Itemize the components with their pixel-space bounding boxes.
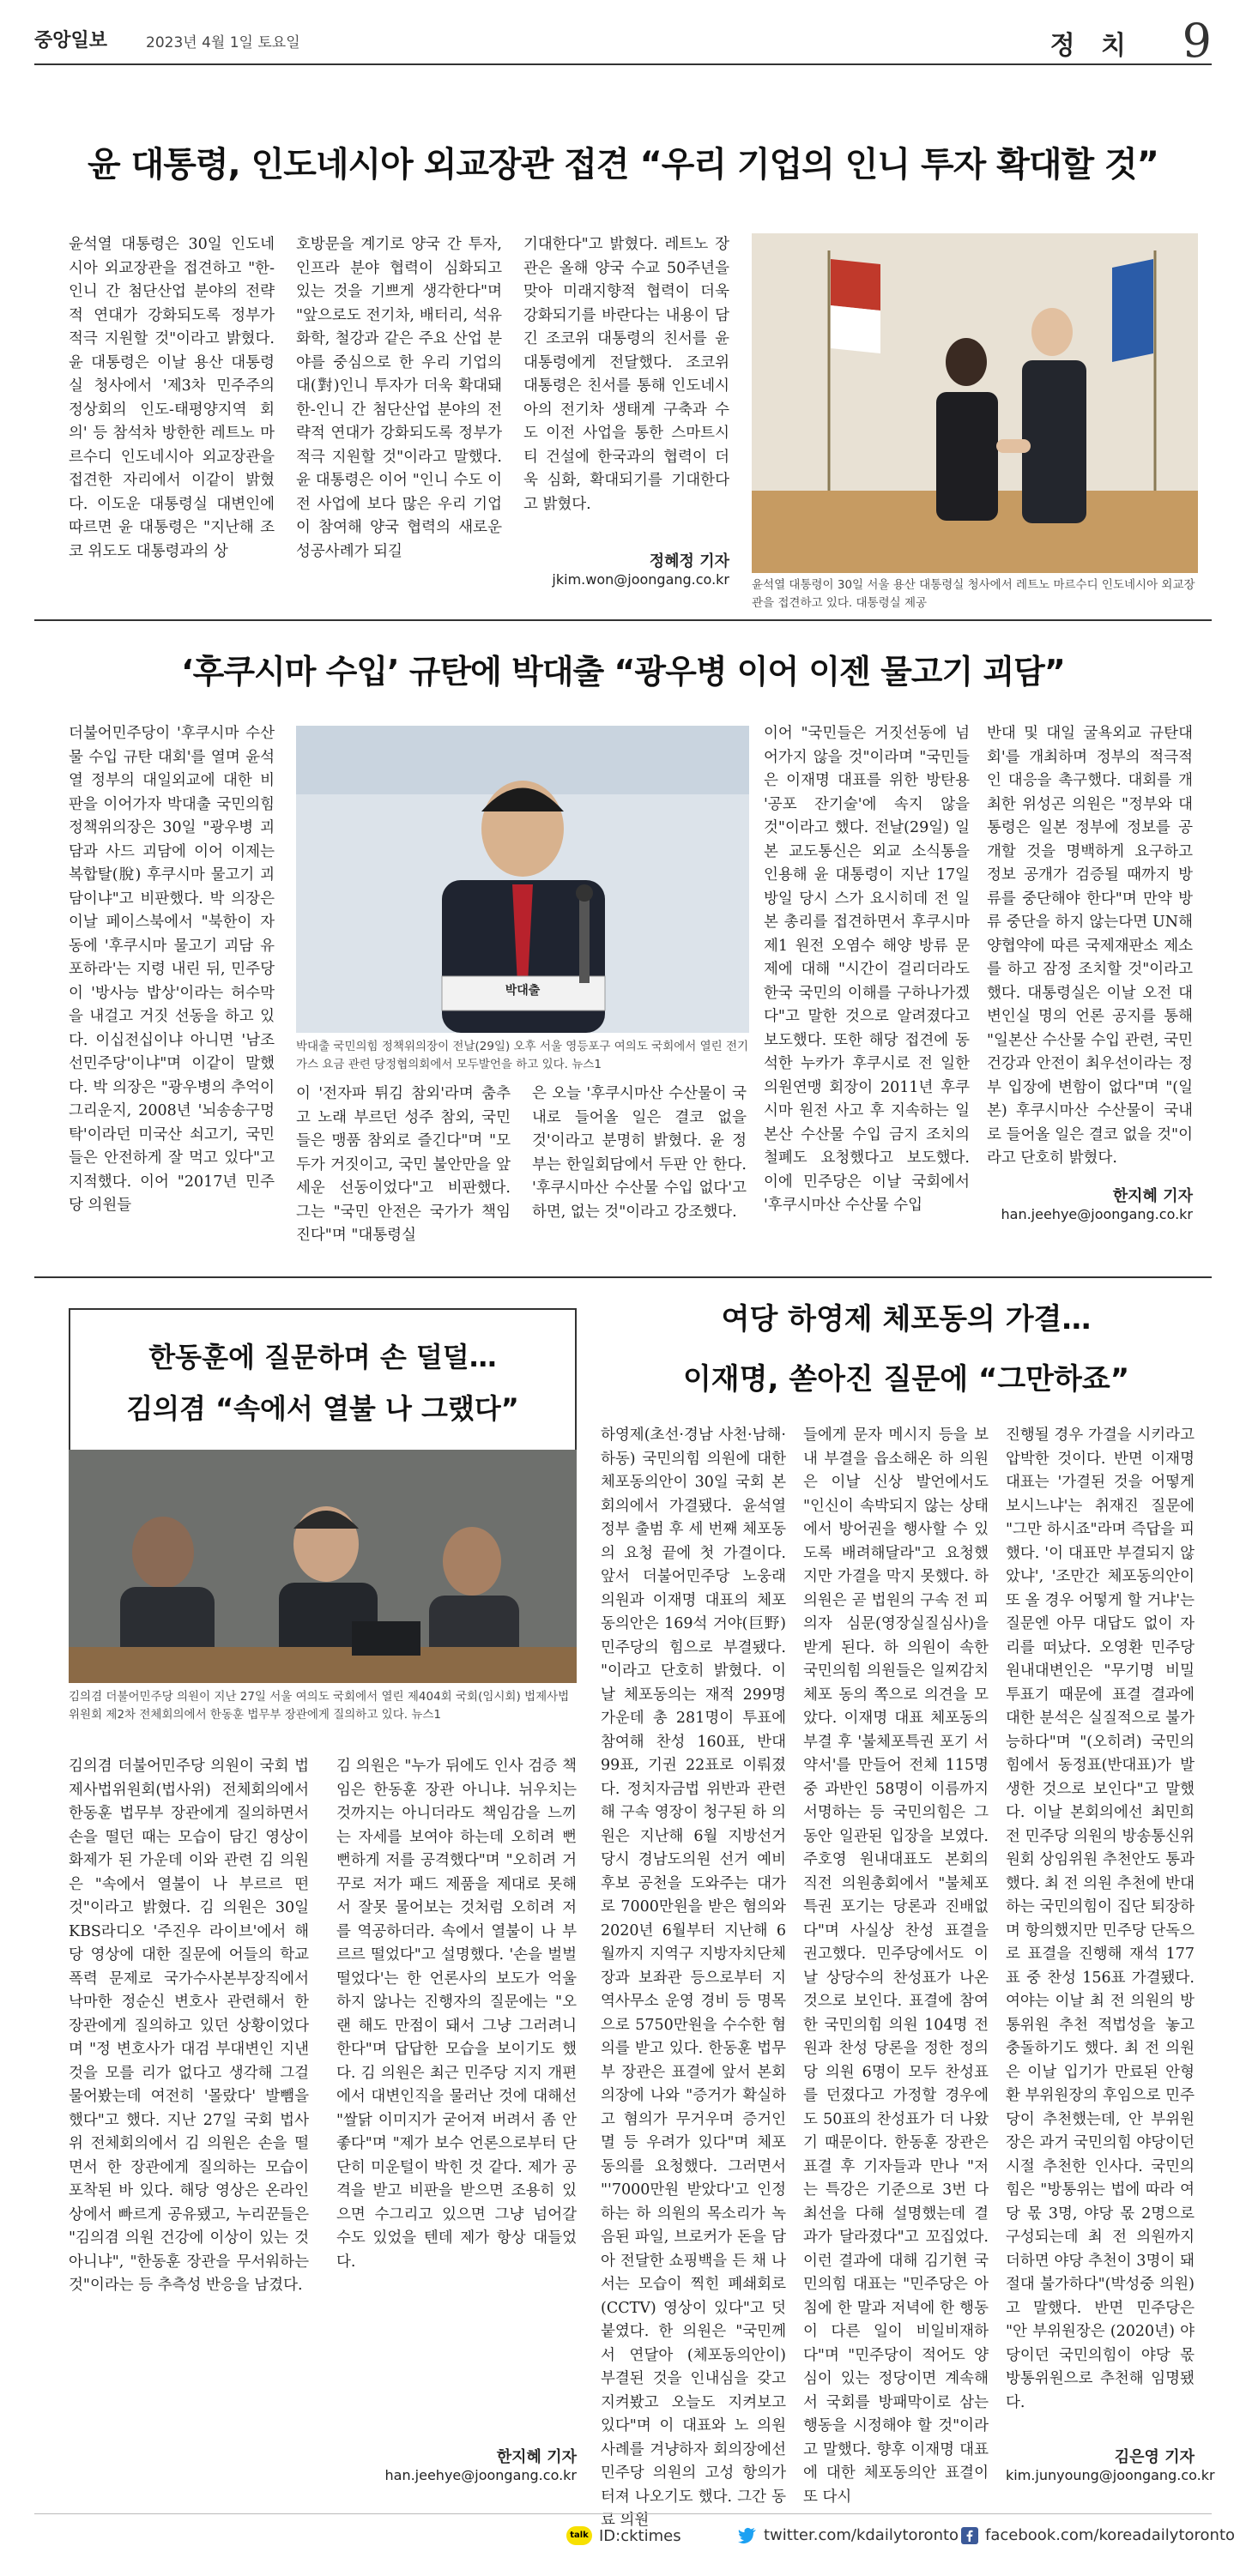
- article1-headline: 윤 대통령, 인도네시아 외교장관 접견 “우리 기업의 인니 투자 확대할 것”: [88, 145, 1158, 184]
- facebook-url: facebook.com/koreadailytoronto: [985, 2526, 1236, 2544]
- facebook-icon: [961, 2527, 978, 2544]
- article4-col3: 진행될 경우 가결을 시키라고 압박한 것이다. 반면 이재명 대표는 '가결된 것을 어떻게 보시느냐'는 취재진 질문에 "그만 하시죠"라며 즉답을 피했다. '이 대표만 부결되지 않았냐', '조만간 체포동의안이 또 올 경우 어떻게 할 거냐'는 질문엔 아무 대답도 없이 자리를 떠났다. 오영환 민주당 원내대변인은 "무기명 비밀 투표기 때문에 표결 결과에 대한 분석은 실질적으로 불가능하다"며 "(오히려) 국민의힘에서 동정표(반대표)가 발생한 것으로 보인다"고 말했다. 이날 본회의에선 최민희 전 민주당 의원의 방송통신위원회 상임위원 추천안도 통과했다. 최 전 의원 추천에 반대하는 국민의힘이 집단 퇴장하며 항의했지만 민주당 단독으로 표결을 진행해 재석 177표 중 찬성 156표 가결됐다. 여야는 이날 최 전 의원의 방통위원 추천 적법성을 놓고 충돌하기도 했다. 최 전 의원은 이날 입기가 만료된 안형환 부위원장의 후임으로 민주당이 추천했는데, 안 부위원장은 과거 국민의힘 야당이던 시절 추천한 인사다. 국민의힘은 "방통위는 법에 따라 여당 몫 3명, 야당 몫 2명으로 구성되는데 최 전 의원까지 더하면 야당 추천이 3명이 돼 절대 불가하다"(박성중 의원)고 말했다. 반면 민주당은 "안 부위원장은 (2020년) 야당이던 국민의힘이 야당 몫 방통위원으로 추천해 임명됐다.: [1006, 1427, 1195, 2411]
- article3-col2: 김 의원은 "누가 뒤에도 인사 검증 책임은 한동훈 장관 아니냐. 뉘우치는 것까지는 아니더라도 책임감을 느끼는 자세를 보여야 하는데 오히려 뻔뻔하게 저를 공격했다"며 "오히려 거꾸로 저가 패드 제품을 제대로 못해서 잘못 물어보는 것처럼 오히려 저를 역공하더라. 속에서 열불이 나 부르르 떨었다"고 설명했다. '손을 벌벌 떨었다'는 한 언론사의 보도가 억울하지 않나는 진행자의 질문에는 "오랜 해도 만점이 돼서 그냥 그러려니 한다"며 답답한 모습을 보이기도 했다. 김 의원은 최근 민주당 지지 개편에서 대변인직을 물러난 것에 대해선 "쌀닭 이미지가 굳어져 버려서 좀 안 좋다"며 "제가 보수 언론으로부터 단단히 미운털이 박힌 것 같다. 제가 공격을 받고 비판을 받으면 조용히 있으면 수그리고 있으면 그냥 넘어갈 수도 있었을 텐데 제가 항상 대들었다.: [336, 1758, 577, 2271]
- article1-col2: 호방문을 계기로 양국 간 투자, 인프라 분야 협력이 심화되고 있는 것을 기쁘게 생각한다"며 "앞으로도 전기차, 배터리, 석유화학, 철강과 같은 주요 산업 분야를 중심으로 한 우리 기업의 대(對)인니 투자가 더욱 확대돼 한-인니 간 첨단산업 분야의 전략적 연대가 강화되도록 정부가 적극 지원할 것"이라고 말했다. 윤 대통령은 이어 "인니 수도 이전 사업에 보다 많은 우리 기업이 참여해 양국 협력의 새로운 성공사례가 되길: [296, 236, 502, 560]
- article1-caption: 윤석열 대통령이 30일 서울 용산 대통령실 청사에서 레트노 마르수디 인도네시아 외교장관을 접견하고 있다. 대통령실 제공: [752, 578, 1195, 610]
- article4-col2: 들에게 문자 메시지 등을 보내 부결을 읍소해온 하 의원은 이날 신상 발언에서도 "인신이 속박되지 않는 상태에서 방어권을 행사할 수 있도록 배려해달라"고 요청했지만 가결을 막지 못했다. 하 의원은 곧 법원의 구속 전 피의자 심문(영장실질심사)을 받게 된다. 하 의원이 속한 국민의힘 의원들은 일찌감치 체포 동의 쪽으로 의견을 모았다. 이재명 대표 체포동의 부결 후 '불체포특권 포기 서약서'를 만들어 전체 115명 중 과반인 58명이 이름까지 서명하는 등 국민의힘은 그동안 일관된 입장을 보였다. 주호영 원내대표도 본회의 직전 의원총회에서 "불체포 특권 포기는 당론과 진배없다"며 사실상 찬성 표결을 권고했다. 민주당에서도 이날 상당수의 찬성표가 나온 것으로 보인다. 표결에 참여한 국민의힘 의원 104명 전원과 찬성 당론을 정한 정의당 의원 6명이 모두 찬성표를 던졌다고 가정할 경우에도 50표의 찬성표가 더 나왔기 때문이다. 한동훈 장관은 표결 후 기자들과 만나 "저는 특강은 기준으로 3번 다 최선을 다해 설명했는데 결과가 달라졌다"고 꼬집었다. 이런 결과에 대해 김기현 국민의힘 대표는 "민주당은 아침에 한 말과 저녁에 한 행동이 다른 일이 비일비재하다"며 "민주당이 적어도 양심이 있는 정당이면 계속해서 국회를 방패막이로 삼는 행동을 시정해야 할 것"이라고 말했다. 향후 이재명 대표에 대한 체포동의안 표결이 또 다시: [803, 1427, 989, 2506]
- article3-headline-line2: 김의겸 “속에서 열불 나 그랬다”: [126, 1392, 519, 1425]
- article3-col1: 김의겸 더불어민주당 의원이 국회 법제사법위원회(법사위) 전체회의에서 한동훈 법무부 장관에게 질의하면서 손을 떨던 때는 모습이 담긴 영상이 화제가 된 가운데 이와 관련 김 의원은 "속에서 열불이 나 부르르 떤 것"이라고 밝혔다. 김 의원은 30일 KBS라디오 '주진우 라이브'에서 해당 영상에 대한 질문에 어들의 학교폭력 문제로 국가수사본부장직에서 낙마한 정순신 변호사 관련해서 한 장관에게 질의하고 있던 상황이었다며 "정 변호사가 대검 부대변인 지낸 것을 모를 리가 없다고 생각해 그걸 물어봤는데 여전히 '몰랐다' 발뺌을 했다"고 했다. 지난 27일 국회 법사위 전체회의에서 김 의원은 손을 떨면서 한 장관에게 질의하는 모습이 포착된 바 있다. 해당 영상은 온라인상에서 빠르게 공유됐고, 누리꾼들은 "김의겸 의원 건강에 이상이 있는 것 아니냐", "한동훈 장관을 무서워하는 것"이라는 등 추측성 반응을 남겼다.: [69, 1758, 309, 2294]
- meeting-photo-illustration: [752, 233, 1198, 573]
- article2-col5: 반대 및 대일 굴욕외교 규탄대회'를 개최하며 정부의 적극적인 대응을 촉구했다. 대회를 개최한 위성곤 의원은 "정부와 대통령은 일본 정부에 정보를 공개할 것을 명백하게 요구하고 정보 공개가 검증될 때까지 방류를 중단해야 한다"며 만약 방류 중단을 하지 않는다면 UN해양협약에 따른 국제재판소 제소를 하고 잠정 조치할 것"이라고 했다. 대통령실은 이날 오전 대변인실 명의 언론 공지를 통해 "일본산 수산물 수입 관련, 국민 건강과 안전이 최우선이라는 정부 입장에 변함이 없다"며 "(일본) 후쿠시마산 수산물이 국내로 들어올 일은 결코 없을 것"이라고 단호히 밝혔다.: [987, 725, 1193, 1167]
- kakao-icon: talk: [566, 2526, 592, 2545]
- article3-email: han.jeehye@joongang.co.kr: [384, 2467, 577, 2483]
- article4-col1: 하영제(초선·경남 사천·남해·하동) 국민의힘 의원에 대한 체포동의안이 30일 국회 본회의에서 가결됐다. 윤석열 정부 출범 후 세 번째 체포동의 요청 끝에 첫 가결이다. 앞서 더불어민주당 노웅래 의원과 이재명 대표의 체포동의안은 169석 거야(巨野) 민주당의 힘으로 부결됐다. "이라고 단호히 밝혔다. 이날 체포동의는 재적 299명 가운데 총 281명이 투표에 참여해 찬성 160표, 반대 99표, 기권 22표로 이뤄졌다. 정치자금법 위반과 관련해 구속 영장이 청구된 하 의원은 지난해 6월 지방선거 당시 경남도의원 선거 예비후보 공천을 도와주는 대가로 7000만원을 받은 혐의와 2020년 6월부터 지난해 6월까지 지역구 지방자치단체장과 보좌관 등으로부터 지역사무소 운영 경비 등 명목으로 5750만원을 수수한 혐의를 받고 있다. 한동훈 법무부 장관은 표결에 앞서 본회의장에 나와 "증거가 확실하고 혐의가 무거우며 증거인멸 등 우려가 있다"며 체포동의를 요청했다. 그러면서 "'7000만원 받았다'고 인정하는 하 의원의 목소리가 녹음된 파일, 브로커가 돈을 담아 전달한 쇼핑백을 든 채 나서는 모습이 찍힌 폐쇄회로(CCTV) 영상이 있다"고 덧붙였다. 한 의원은 "국민께서 연달아 (체포동의안이) 부결된 것을 인내심을 갖고 지켜봤고 오늘도 지켜보고 있다"며 이 대표와 노 의원 사례를 겨냥하자 회의장에선 민주당 의원의 고성 항의가 터져 나오기도 했다. 그간 동료 의원: [601, 1427, 786, 2529]
- section-divider: [34, 619, 1212, 621]
- issue-date: 2023년 4월 1일 토요일: [146, 34, 300, 51]
- article1-photo: [752, 233, 1198, 573]
- article2-photo: [296, 726, 749, 1033]
- article4-headline-line2: 이재명, 쏟아진 질문에 “그만하죠”: [682, 1362, 1130, 1397]
- speaker-nameplate: 박대출: [505, 984, 541, 998]
- article1-reporter: 정혜정 기자: [649, 552, 729, 570]
- hearing-photo-illustration: [69, 1450, 577, 1683]
- article4-headline-line1: 여당 하영제 체포동의 가결…: [721, 1302, 1092, 1336]
- article4-byline: [1006, 2445, 1215, 2483]
- article2-headline: ‘후쿠시마 수입’ 규탄에 박대출 “광우병 이어 이젠 물고기 괴담”: [181, 653, 1065, 691]
- article1-col3: 기대한다"고 밝혔다. 레트노 장관은 올해 양국 수교 50주년을 맞아 미래지향적 협력이 더욱 강화되기를 바란다는 내용이 담긴 조코위 대통령의 친서를 윤 대통령에게 전달했다. 조코위 대통령은 친서를 통해 인도네시아의 전기차 생태계 구축과 수도 이전 사업을 통한 스마트시티 건설에 한국과의 협력이 더욱 심화, 확대되기를 기대한다고 밝혔다.: [523, 236, 729, 513]
- twitter-url: twitter.com/kdailytoronto: [764, 2526, 959, 2544]
- article2-caption: 박대출 국민의힘 정책위의장이 전날(29일) 오후 서울 영등포구 여의도 국회에서 열린 전기가스 요금 관련 당정협의회에서 모두발언을 하고 있다. 뉴스1: [296, 1040, 749, 1071]
- article1-email: jkim.won@joongang.co.kr: [552, 571, 729, 588]
- article2-col1: 더불어민주당이 '후쿠시마 수산물 수입 규탄 대회'를 열며 윤석열 정부의 대일외교에 대한 비판을 이어가자 박대출 국민의힘 정책위의장은 30일 "광우병 괴담과 사드 괴담에 이어 이제는 복합탈(脫) 후쿠시마 물고기 괴담이냐"고 비판했다. 박 의장은 이날 페이스북에서 "북한이 자동에 '후쿠시마 물고기 괴담 유포하라'는 지령 내린 뒤, 민주당이 '방사능 밥상'이라는 허수막을 내걸고 거짓 선동을 하고 있다. 이십전십이냐 아니면 '남조선민주당'이냐"며 이같이 말했다. 박 의장은 "광우병의 추억이 그리운지, 2008년 '뇌송송구멍탁'이라던 미국산 쇠고기, 국민들은 안전하게 잘 먹고 있다"고 지적했다. 이어 "2017년 민주당 의원들: [69, 725, 275, 1214]
- article3-caption: 김의겸 더불어민주당 의원이 지난 27일 서울 여의도 국회에서 열린 제404회 국회(임시회) 법제사법위원회 제2차 전체회의에서 한동훈 법무부 장관에게 질의하고 있다. 뉴스1: [69, 1690, 570, 1722]
- section-title: 정 치: [1049, 31, 1134, 61]
- twitter-icon: [738, 2527, 757, 2544]
- article4-reporter: 김은영 기자: [1114, 2448, 1195, 2466]
- article3-photo: [69, 1450, 577, 1683]
- article3-byline: [336, 2445, 577, 2483]
- facebook-link[interactable]: [961, 2526, 1235, 2544]
- article3-headline-box: [69, 1308, 577, 1450]
- article1-col1: 윤석열 대통령은 30일 인도네시아 외교장관을 접견하고 "한-인니 간 첨단산업 분야의 전략적 연대가 강화되도록 정부가 적극 지원할 것"이라고 밝혔다. 윤 대통령은 이날 용산 대통령실 청사에서 '제3차 민주주의 정상회의 인도-태평양지역 회의' 등 참석차 방한한 레트노 마르수디 인도네시아 외교장관을 접견한 자리에서 이같이 밝혔다. 이도운 대통령실 대변인에 따르면 윤 대통령은 "지난해 조코 위도도 대통령과의 상: [69, 236, 275, 560]
- article3-headline-line1: 한동훈에 질문하며 손 덜덜…: [148, 1341, 497, 1373]
- article4-email: kim.junyoung@joongang.co.kr: [1006, 2467, 1215, 2483]
- kakao-link[interactable]: [566, 2526, 681, 2545]
- article2-email: han.jeehye@joongang.co.kr: [1001, 1206, 1193, 1222]
- article2-col3: 은 오늘 '후쿠시마산 수산물이 국내로 들어올 일은 결코 없을 것'이라고 분명히 밝혔다. 윤 정부는 한일회담에서 두판 안 한다. '후쿠시마산 수산물 수입 없다'고 하면, 없는 것"이라고 강조했다.: [532, 1085, 747, 1221]
- page-number: 9: [1182, 14, 1212, 68]
- article3-reporter: 한지혜 기자: [496, 2448, 577, 2466]
- page-header: [34, 14, 1212, 68]
- article2-byline: [987, 1184, 1193, 1222]
- newspaper-logo: 중앙일보: [34, 30, 108, 51]
- article2-col4: 이어 "국민들은 거짓선동에 넘어가지 않을 것"이라며 "국민들은 이재명 대표를 위한 방탄용 '공포 잔기술'에 속지 않을 것"이라고 했다. 전날(29일) 일본 교도통신은 외교 소식통을 인용해 윤 대통령이 지난 17일 방일 당시 스가 요시히데 전 일본 총리를 접견하면서 후쿠시마 제1 원전 오염수 해양 방류 문제에 대해 "시간이 걸리더라도 한국 국민의 이해를 구하나가겠다"고 말한 것으로 알려졌다고 보도했다. 또한 해당 접견에 동석한 누카가 후쿠시로 전 일한의원연맹 회장이 2011년 후쿠시마 원전 사고 후 지속하는 일본산 수산물 수입 금지 조치의 철폐도 요청했다고 보도했다. 이에 민주당은 이날 국회에서 '후쿠시마산 수산물 수입: [764, 725, 970, 1214]
- article2-col2: 이 '전자파 튀김 참외'라며 춤추고 노래 부르던 성주 참외, 국민들은 맹품 참외로 즐긴다"며 "모두가 거짓이고, 국민 불안만을 앞세운 선동이었다"고 비판했다. 그는 "국민 안전은 국가가 책임진다"며 "대통령실: [296, 1085, 511, 1244]
- article1-byline: [523, 549, 729, 588]
- twitter-link[interactable]: [738, 2526, 959, 2544]
- section-divider-2: [34, 1276, 1212, 1278]
- article2-reporter: 한지혜 기자: [1112, 1187, 1193, 1205]
- kakao-id: ID:cktimes: [599, 2526, 681, 2545]
- page-footer: [34, 2513, 1236, 2556]
